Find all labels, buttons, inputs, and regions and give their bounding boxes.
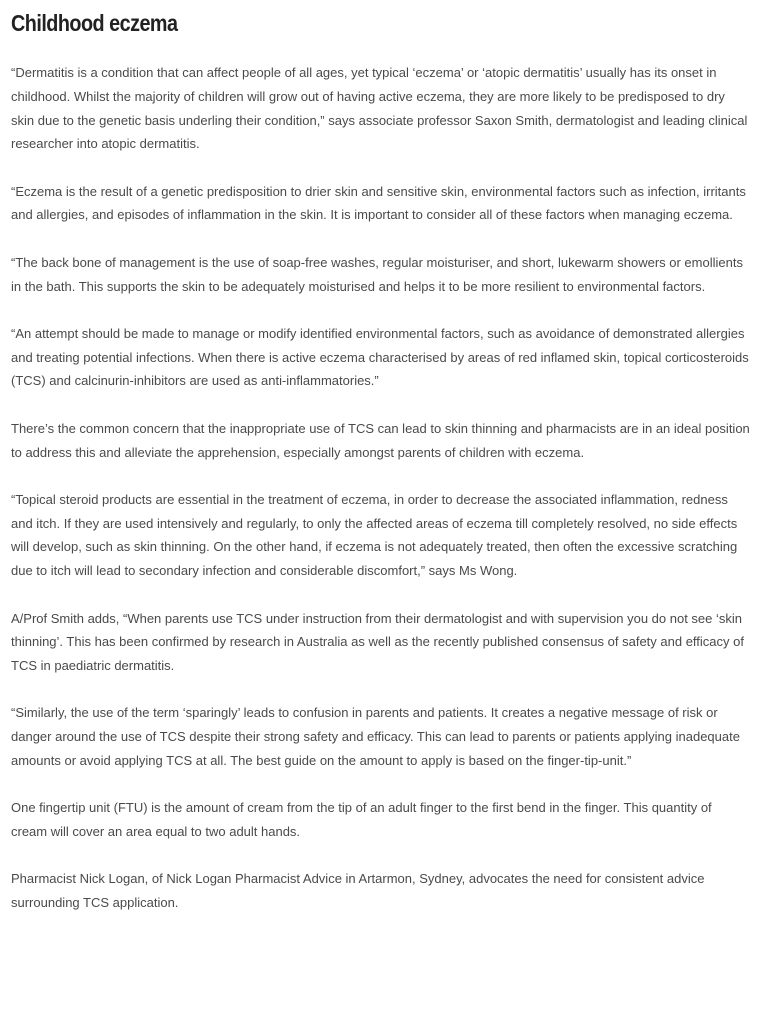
- paragraph-9: One fingertip unit (FTU) is the amount of cream from the tip of an adult finger to the first bend in the finger. This quantity of cream will cover an area equal to two adult hands.: [11, 800, 712, 840]
- paragraph-3: “The back bone of management is the use of soap-free washes, regular moisturiser, and short, lukewarm showers or emollients in the bath. This supports the skin to be adequately moisturised and helps it to be more resilient to environmental factors.: [11, 254, 743, 294]
- paragraph-6: “Topical steroid products are essential in the treatment of eczema, in order to decrease the associated inflammation, redness and itch. If they are used intensively and regularly, to only the affected areas of eczema till completely resolved, no side effects will develop, such as skin thinning. On the other hand, if eczema is not adequately treated, then often the excessive scratching due to itch will lead to secondary infection and considerable discomfort,” says Ms Wong.: [11, 491, 738, 579]
- article-title: Childhood eczema: [11, 10, 178, 36]
- paragraph-10: Pharmacist Nick Logan, of Nick Logan Pharmacist Advice in Artarmon, Sydney, advocates the need for consistent advice surrounding TCS application.: [11, 871, 705, 911]
- paragraph-5: There’s the common concern that the inappropriate use of TCS can lead to skin thinning and pharmacists are in an ideal position to address this and alleviate the apprehension, especially amongst parents of children with eczema.: [11, 420, 750, 460]
- paragraph-7: A/Prof Smith adds, “When parents use TCS under instruction from their dermatologist and with supervision you do not see ‘skin thinning’. This has been confirmed by research in Australia as well as the recently published consensus of safety and efficacy of TCS in paediatric dermatitis.: [11, 610, 744, 674]
- paragraph-4: “An attempt should be made to manage or modify identified environmental factors, such as avoidance of demonstrated allergies and treating potential infections. When there is active eczema characterised by areas of red inflamed skin, topical corticosteroids (TCS) and calcinurin-inhibitors are used as anti-inflammatories.”: [11, 325, 749, 389]
- paragraph-1: “Dermatitis is a condition that can affect people of all ages, yet typical ‘eczema’ or ‘atopic dermatitis’ usually has its onset in childhood. Whilst the majority of children will grow out of having active eczema, they are more likely to be predisposed to dry skin due to the genetic basis underling their condition,” says associate professor Saxon Smith, dermatologist and leading clinical researcher into atopic dermatitis.: [11, 65, 748, 152]
- paragraph-8: “Similarly, the use of the term ‘sparingly’ leads to confusion in parents and patients. It creates a negative message of risk or danger around the use of TCS despite their strong safety and efficacy. This can lead to parents or patients applying inadequate amounts or avoid applying TCS at all. The best guide on the amount to apply is based on the finger-tip-unit.”: [11, 705, 740, 769]
- article-body: [11, 61, 751, 939]
- paragraph-2: “Eczema is the result of a genetic predisposition to drier skin and sensitive skin, environmental factors such as infection, irritants and allergies, and episodes of inflammation in the skin. It is important to consider all of these factors when managing eczema.: [11, 183, 746, 223]
